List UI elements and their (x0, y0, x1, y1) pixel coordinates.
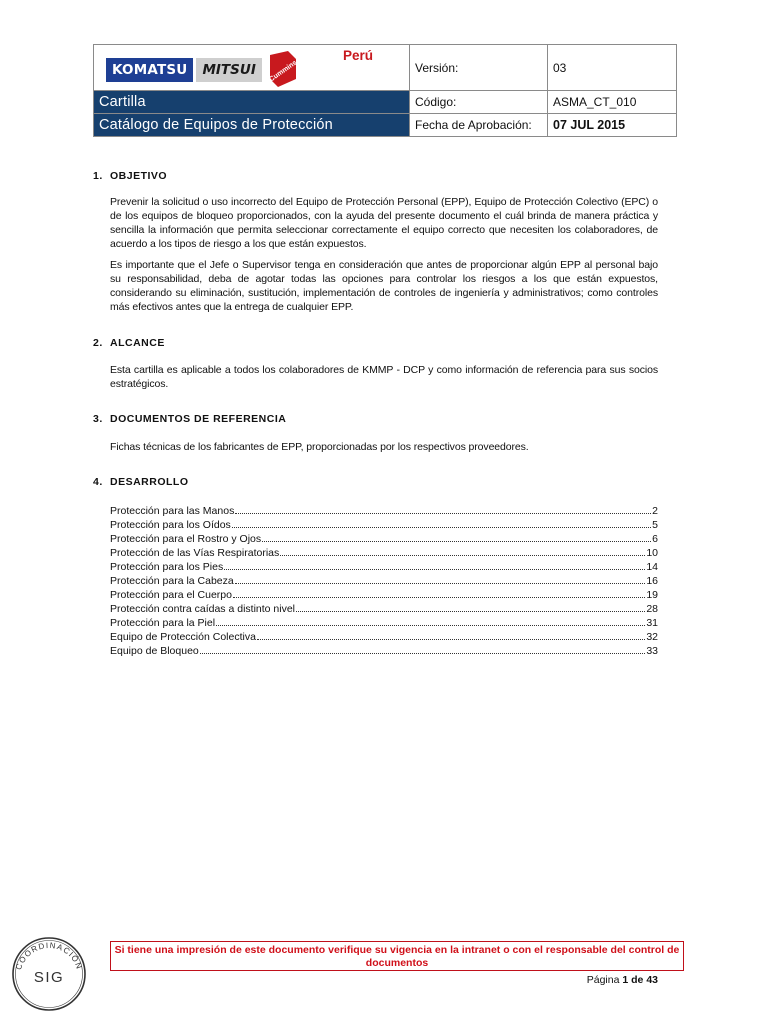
toc-entry[interactable] (110, 644, 658, 658)
section-heading-desarrollo (93, 476, 189, 488)
toc-page: 5 (652, 519, 658, 531)
toc-page: 32 (646, 631, 658, 643)
page-total: 43 (646, 974, 658, 986)
approval-label: Fecha de Aprobación: (410, 114, 548, 137)
toc-entry[interactable] (110, 532, 658, 546)
stamp-top-text: COORDINACIÓN (13, 940, 85, 972)
logo-cell (94, 45, 410, 91)
toc-entry[interactable] (110, 588, 658, 602)
section-heading-documentos (93, 413, 286, 425)
toc-page: 10 (646, 547, 658, 559)
toc-entry[interactable] (110, 616, 658, 630)
cummins-logo (266, 49, 300, 89)
toc-label: Protección para la Cabeza (110, 575, 234, 587)
doc-type: Cartilla (94, 91, 410, 114)
section-heading-objetivo (93, 170, 167, 182)
toc-page: 28 (646, 603, 658, 615)
section-heading-alcance (93, 337, 165, 349)
toc-entry[interactable] (110, 602, 658, 616)
stamp-center-text: SIG (33, 969, 65, 986)
section-title: OBJETIVO (110, 170, 168, 182)
toc-page: 2 (652, 505, 658, 517)
page-number (540, 974, 658, 986)
toc-leader (200, 653, 646, 654)
toc-entry[interactable] (110, 504, 658, 518)
paragraph-objetivo-1: Prevenir la solicitud o uso incorrecto del Equipo de Protección Personal (EPP), Equipo de Protección Colectivo (EPC) o de los equipos de bloqueo proporcionados, con la ayuda del presente documento el cuál brinda de manera práctica y sencilla la información que permita seleccionar correctamente el equipo correcto que necesiten los colaboradores, de acuerdo a los tipos de riesgo a los que están expuestos. (110, 196, 658, 250)
toc-label: Protección para el Rostro y Ojos (110, 533, 262, 545)
toc-page: 16 (646, 575, 658, 587)
version-value: 03 (548, 45, 677, 91)
toc-entry[interactable] (110, 518, 658, 532)
logo-strip (106, 45, 405, 90)
section-title: DOCUMENTOS DE REFERENCIA (110, 413, 287, 425)
code-label: Código: (410, 91, 548, 114)
toc-leader (233, 597, 645, 598)
paragraph-documentos: Fichas técnicas de los fabricantes de EPP, proporcionadas por los respectivos proveedores. (110, 441, 529, 453)
version-label: Versión: (410, 45, 548, 91)
toc-leader (262, 541, 651, 542)
toc-leader (235, 513, 651, 514)
toc-label: Protección para las Manos (110, 505, 235, 517)
svg-text:COORDINACIÓN (14, 941, 84, 971)
toc-entry[interactable] (110, 630, 658, 644)
toc-page: 6 (652, 533, 658, 545)
toc-page: 31 (646, 617, 658, 629)
toc-leader (296, 611, 645, 612)
section-title: DESARROLLO (110, 476, 189, 488)
toc-entry[interactable] (110, 574, 658, 588)
toc-label: Protección contra caídas a distinto nivel (110, 603, 296, 615)
approval-value: 07 JUL 2015 (548, 114, 677, 137)
peru-logo: Perú (343, 48, 374, 63)
print-notice: Si tiene una impresión de este documento verifique su vigencia en la intranet o con el responsable del control de documentos (110, 941, 684, 971)
toc-entry[interactable] (110, 560, 658, 574)
toc-label: Protección para los Oídos (110, 519, 231, 531)
toc-entry[interactable] (110, 546, 658, 560)
section-number: 4. (93, 476, 103, 488)
doc-title: Catálogo de Equipos de Protección (94, 114, 410, 137)
toc-page: 33 (646, 645, 658, 657)
toc-leader (235, 583, 646, 584)
toc-label: Protección para los Pies (110, 561, 224, 573)
page-prefix: Página (586, 974, 620, 986)
toc-leader (232, 527, 651, 528)
toc-page: 19 (646, 589, 658, 601)
toc-leader (216, 625, 645, 626)
section-number: 2. (93, 337, 103, 349)
section-title: ALCANCE (110, 337, 165, 349)
sig-stamp (8, 933, 90, 1015)
paragraph-objetivo-2: Es importante que el Jefe o Supervisor tenga en consideración que antes de proporcionar algún EPP al personal bajo su responsabilidad, deba de agotar todas las opciones para controlar los riesgos a los que están expuestos, considerando su eliminación, sustitución, implementación de controles de ingeniería y administrativos; como controles más efectivos antes que la entrega de cualquier EPP. (110, 259, 658, 313)
toc-label: Protección de las Vías Respiratorias (110, 547, 280, 559)
toc-label: Equipo de Protección Colectiva (110, 631, 256, 643)
toc-leader (257, 639, 645, 640)
document-header (93, 44, 677, 137)
toc-label: Protección para la Piel (110, 617, 216, 629)
toc-label: Equipo de Bloqueo (110, 645, 199, 657)
toc-leader (224, 569, 645, 570)
section-number: 3. (93, 413, 103, 425)
section-number: 1. (93, 170, 103, 182)
page-sep: de (631, 974, 644, 986)
paragraph-alcance: Esta cartilla es aplicable a todos los colaboradores de KMMP - DCP y como información de referencia para sus socios estratégicos. (110, 364, 658, 390)
code-value: ASMA_CT_010 (548, 91, 677, 114)
table-of-contents (110, 504, 658, 658)
cummins-logo-text: Cummins (268, 58, 299, 83)
toc-leader (280, 555, 645, 556)
mitsui-logo: MITSUI (196, 58, 261, 82)
komatsu-logo: KOMATSU (106, 58, 193, 82)
toc-label: Protección para el Cuerpo (110, 589, 232, 601)
page-current: 1 (622, 974, 629, 986)
toc-page: 14 (646, 561, 658, 573)
